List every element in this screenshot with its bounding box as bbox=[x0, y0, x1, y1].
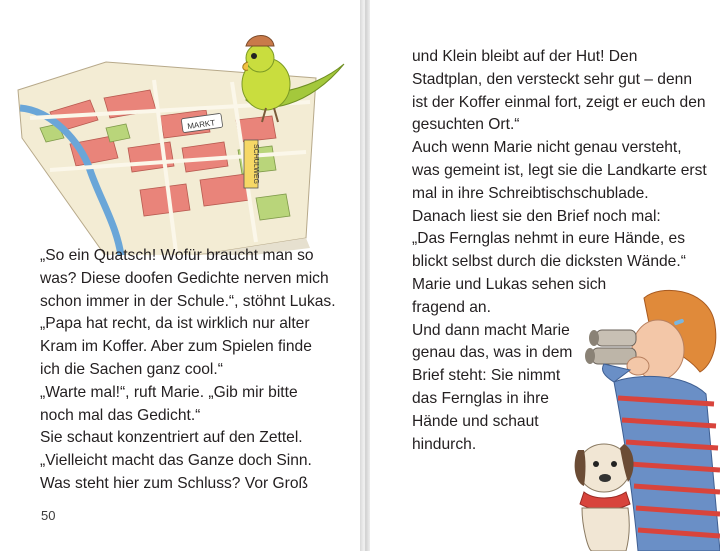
text-line: blickt selbst durch die dicksten Wände.“ bbox=[412, 253, 686, 271]
dog-figure bbox=[575, 444, 634, 551]
text-line: was gemeint ist, legt sie die Landkarte erst bbox=[412, 161, 707, 179]
detective-hat bbox=[246, 36, 274, 47]
text-line: Hände und schaut bbox=[412, 412, 539, 430]
text-line: hindurch. bbox=[412, 435, 477, 453]
text-line: „Vielleicht macht das Ganze doch Sinn. bbox=[40, 452, 312, 470]
girl-dog-illustration bbox=[574, 286, 720, 551]
text-line: „Papa hat recht, da ist wirklich nur alter bbox=[40, 315, 310, 333]
text-line: Brief steht: Sie nimmt bbox=[412, 367, 561, 385]
left-text-block bbox=[40, 245, 360, 496]
svg-text:MARKT: MARKT bbox=[186, 118, 216, 132]
text-line: mal in ihre Schreibtischschublade. bbox=[412, 184, 649, 202]
book-gutter bbox=[360, 0, 370, 551]
text-line: Was steht hier zum Schluss? Vor Groß bbox=[40, 474, 309, 492]
text-line: Stadtplan, den versteckt sehr gut – denn bbox=[412, 70, 693, 88]
page-number: 50 bbox=[41, 508, 56, 523]
schulweg-sign bbox=[244, 140, 259, 188]
text-line: Marie und Lukas sehen sich bbox=[412, 275, 607, 293]
right-page bbox=[370, 0, 720, 551]
map-parrot-illustration bbox=[10, 20, 355, 255]
text-line: schon immer in der Schule.“, stöhnt Lukas. bbox=[40, 292, 336, 310]
text-line: noch mal das Gedicht.“ bbox=[40, 406, 201, 424]
text-line: fragend an. bbox=[412, 298, 491, 316]
binoculars bbox=[585, 330, 636, 364]
text-line: Kram im Koffer. Aber zum Spielen finde bbox=[40, 338, 312, 356]
text-line: ich die Sachen ganz cool.“ bbox=[40, 360, 223, 378]
svg-text:SCHULWEG: SCHULWEG bbox=[252, 144, 259, 184]
text-line: Und dann macht Marie bbox=[412, 321, 570, 339]
text-line: das Fernglas in ihre bbox=[412, 389, 549, 407]
text-line: Danach liest sie den Brief noch mal: bbox=[412, 207, 661, 225]
text-line: „Das Fernglas nehmt in eure Hände, es bbox=[412, 230, 686, 248]
text-line: ist der Koffer einmal fort, zeigt er euch den bbox=[412, 93, 706, 111]
text-line: Auch wenn Marie nicht genau versteht, bbox=[412, 139, 682, 157]
text-line: genau das, was in dem bbox=[412, 344, 573, 362]
text-line: „So ein Quatsch! Wofür braucht man so bbox=[40, 247, 314, 264]
text-line: was? Diese doofen Gedichte nerven mich bbox=[40, 269, 329, 287]
text-line: „Warte mal!“, ruft Marie. „Gib mir bitte bbox=[40, 383, 298, 401]
text-line: gesuchten Ort.“ bbox=[412, 116, 520, 134]
text-line: und Klein bleibt auf der Hut! Den bbox=[412, 48, 638, 65]
text-line: Sie schaut konzentriert auf den Zettel. bbox=[40, 429, 303, 447]
